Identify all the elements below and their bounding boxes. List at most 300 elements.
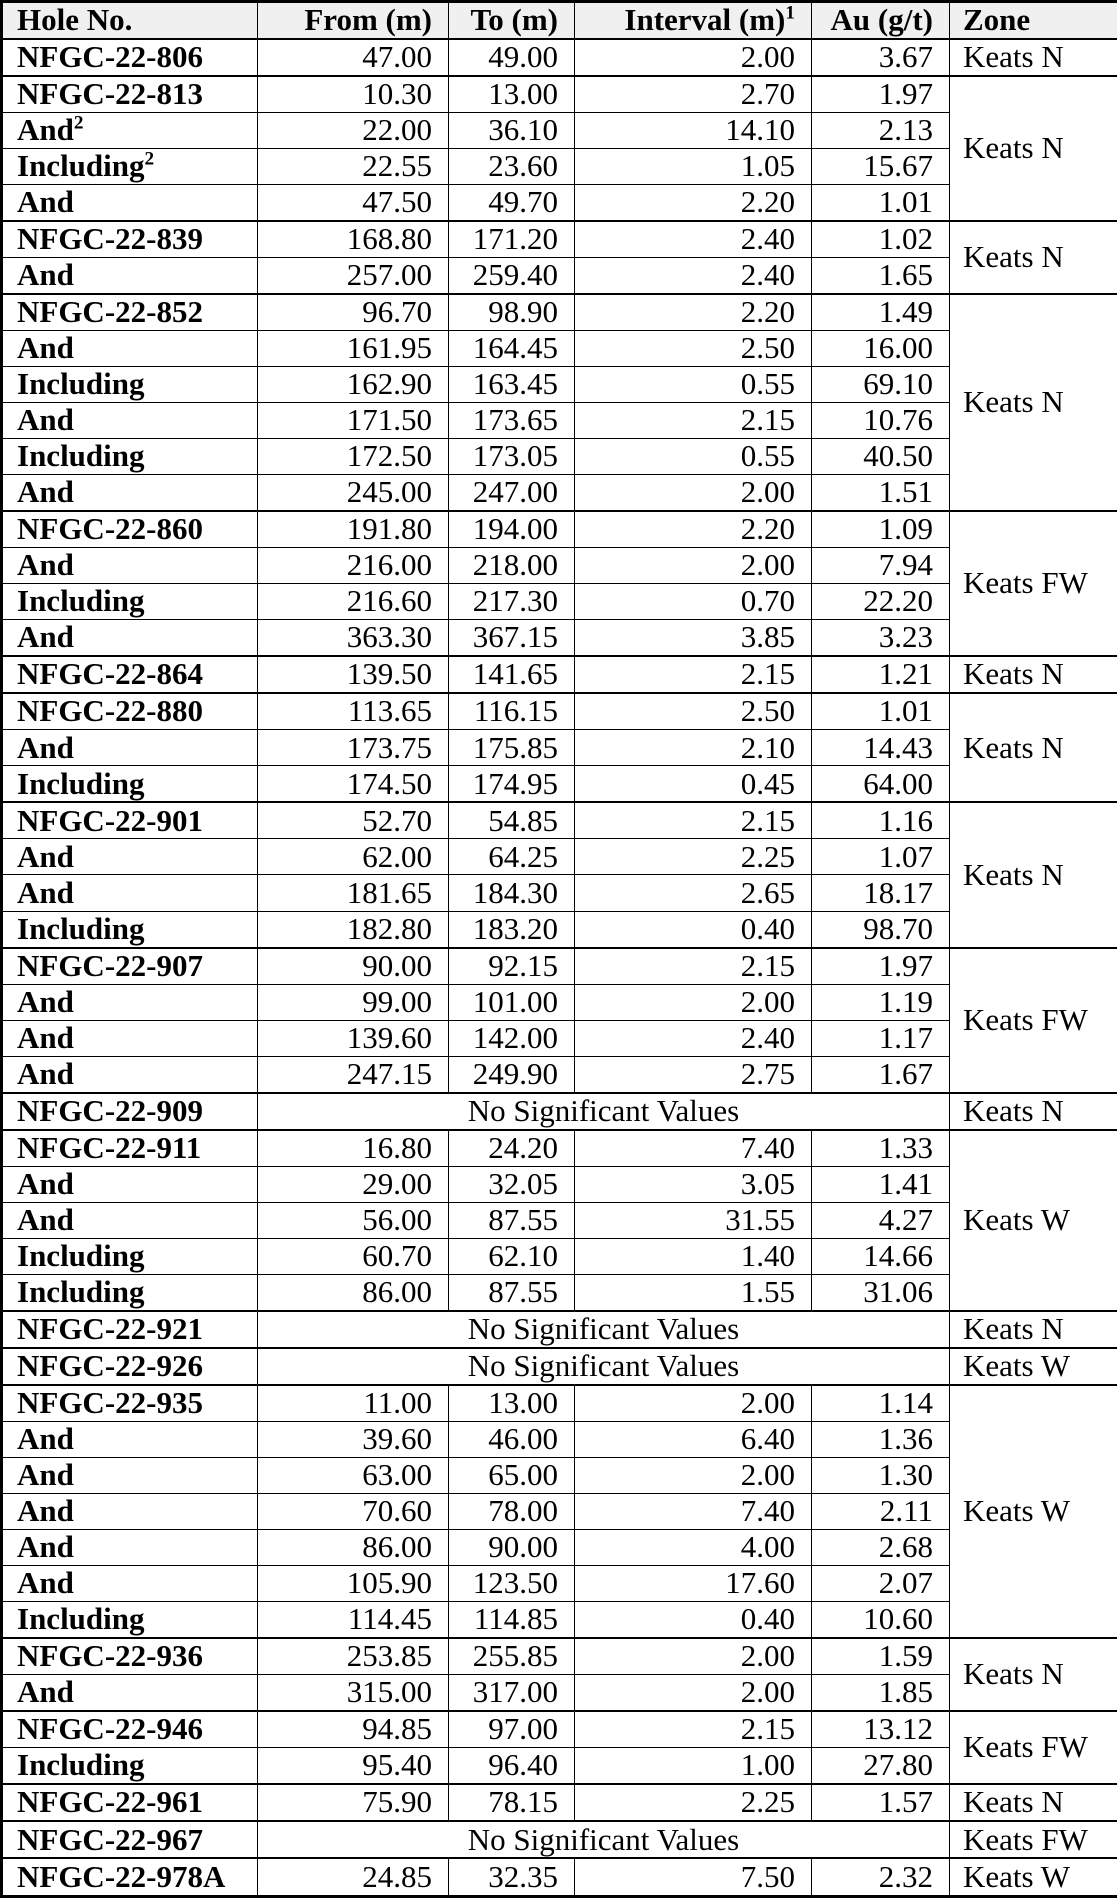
hole-label-cell	[2, 1530, 258, 1566]
hole-label-cell	[2, 839, 258, 875]
zone-cell: Keats W	[950, 1858, 1117, 1896]
hole-label: NFGC-22-806	[17, 38, 203, 74]
hole-label: And	[17, 619, 74, 655]
hole-label-cell	[2, 1020, 258, 1056]
au-cell: 13.12	[812, 1711, 950, 1748]
hole-label: And	[17, 1020, 74, 1055]
to-cell: 194.00	[449, 511, 575, 548]
hole-label: And	[17, 838, 74, 874]
hole-label-cell	[2, 548, 258, 584]
interval-cell: 1.40	[575, 1238, 812, 1274]
hole-label: And	[17, 1421, 74, 1457]
to-cell: 62.10	[449, 1238, 575, 1274]
zone-cell: Keats N	[950, 1093, 1117, 1130]
interval-cell: 6.40	[575, 1421, 812, 1457]
au-cell: 27.80	[812, 1748, 950, 1785]
interval-cell: 0.55	[575, 367, 812, 403]
hole-label-cell	[2, 39, 258, 76]
interval-cell: 3.85	[575, 620, 812, 657]
from-cell: 257.00	[258, 257, 449, 294]
hole-label: And	[17, 1529, 74, 1565]
to-cell: 164.45	[449, 330, 575, 366]
zone-cell: Keats N	[950, 656, 1117, 693]
interval-cell: 2.50	[575, 330, 812, 366]
column-header-from	[258, 2, 449, 39]
interval-cell: 7.40	[575, 1494, 812, 1530]
hole-label: NFGC-22-921	[17, 1311, 203, 1347]
hole-label: Including	[17, 765, 145, 801]
au-cell: 1.85	[812, 1675, 950, 1712]
hole-label-cell	[2, 1638, 258, 1675]
from-cell: 10.30	[258, 76, 449, 113]
interval-cell: 2.50	[575, 693, 812, 730]
zone-cell: Keats W	[950, 1130, 1117, 1311]
hole-label: And	[17, 1056, 74, 1091]
table-row	[2, 39, 1117, 76]
hole-label: NFGC-22-907	[17, 947, 203, 983]
column-header-label: From (m)	[304, 2, 432, 37]
interval-cell: 7.40	[575, 1130, 812, 1167]
au-cell: 1.01	[812, 184, 950, 221]
from-cell: 171.50	[258, 403, 449, 439]
interval-cell: 4.00	[575, 1530, 812, 1566]
hole-label: And	[17, 1565, 74, 1601]
hole-label: And	[17, 1166, 74, 1201]
to-cell: 13.00	[449, 76, 575, 113]
from-cell: 181.65	[258, 875, 449, 911]
interval-cell: 0.40	[575, 1602, 812, 1639]
interval-cell: 0.45	[575, 766, 812, 803]
from-cell: 56.00	[258, 1202, 449, 1238]
from-cell: 172.50	[258, 439, 449, 475]
hole-label-cell	[2, 1166, 258, 1202]
hole-label-cell	[2, 802, 258, 839]
hole-label-cell	[2, 1311, 258, 1348]
table-row	[2, 1385, 1117, 1422]
interval-cell: 17.60	[575, 1566, 812, 1602]
au-cell: 14.43	[812, 730, 950, 766]
from-cell: 253.85	[258, 1638, 449, 1675]
au-cell: 16.00	[812, 330, 950, 366]
table-row	[2, 1858, 1117, 1896]
interval-cell: 0.55	[575, 439, 812, 475]
hole-label: NFGC-22-936	[17, 1638, 203, 1674]
to-cell: 49.70	[449, 184, 575, 221]
zone-cell: Keats N	[950, 221, 1117, 294]
hole-label: Including	[17, 148, 145, 183]
hole-label: Including	[17, 366, 145, 402]
to-cell: 247.00	[449, 475, 575, 512]
from-cell: 75.90	[258, 1784, 449, 1821]
hole-label-cell	[2, 1385, 258, 1422]
interval-cell: 2.15	[575, 948, 812, 985]
interval-cell: 2.70	[575, 76, 812, 113]
au-cell: 40.50	[812, 439, 950, 475]
to-cell: 87.55	[449, 1274, 575, 1311]
au-cell: 3.67	[812, 39, 950, 76]
hole-label: NFGC-22-839	[17, 221, 203, 257]
table-header	[2, 2, 1117, 39]
from-cell: 191.80	[258, 511, 449, 548]
to-cell: 217.30	[449, 584, 575, 620]
from-cell: 47.50	[258, 184, 449, 221]
from-cell: 16.80	[258, 1130, 449, 1167]
au-cell: 10.76	[812, 403, 950, 439]
hole-label-cell	[2, 511, 258, 548]
au-cell: 1.33	[812, 1130, 950, 1167]
hole-label: NFGC-22-935	[17, 1385, 203, 1421]
from-cell: 86.00	[258, 1530, 449, 1566]
interval-cell: 2.00	[575, 1675, 812, 1712]
hole-label: And	[17, 1457, 74, 1493]
from-cell: 70.60	[258, 1494, 449, 1530]
zone-cell: Keats FW	[950, 511, 1117, 656]
column-header-hole-no	[2, 2, 258, 39]
from-cell: 216.00	[258, 548, 449, 584]
hole-label-cell	[2, 257, 258, 294]
hole-label-cell	[2, 403, 258, 439]
table-row	[2, 1784, 1117, 1821]
from-cell: 168.80	[258, 221, 449, 258]
au-cell: 69.10	[812, 367, 950, 403]
hole-label: NFGC-22-860	[17, 511, 203, 547]
from-cell: 173.75	[258, 730, 449, 766]
au-cell: 2.07	[812, 1566, 950, 1602]
from-cell: 114.45	[258, 1602, 449, 1639]
interval-cell: 1.00	[575, 1748, 812, 1785]
to-cell: 116.15	[449, 693, 575, 730]
au-cell: 1.59	[812, 1638, 950, 1675]
hole-label: And	[17, 474, 74, 510]
au-cell: 1.30	[812, 1458, 950, 1494]
hole-label: Including	[17, 583, 145, 619]
hole-label: NFGC-22-880	[17, 693, 203, 729]
hole-label: NFGC-22-813	[17, 75, 203, 111]
to-cell: 317.00	[449, 1675, 575, 1712]
hole-label-cell	[2, 1566, 258, 1602]
table-row	[2, 1130, 1117, 1167]
no-significant-values-cell: No Significant Values	[258, 1093, 950, 1130]
interval-cell: 3.05	[575, 1166, 812, 1202]
to-cell: 142.00	[449, 1020, 575, 1056]
au-cell: 1.16	[812, 802, 950, 839]
to-cell: 32.05	[449, 1166, 575, 1202]
to-cell: 367.15	[449, 620, 575, 657]
au-cell: 1.09	[812, 511, 950, 548]
from-cell: 29.00	[258, 1166, 449, 1202]
from-cell: 63.00	[258, 1458, 449, 1494]
hole-label: And	[17, 547, 74, 583]
interval-cell: 1.55	[575, 1274, 812, 1311]
interval-cell: 0.40	[575, 911, 812, 948]
from-cell: 315.00	[258, 1675, 449, 1712]
from-cell: 86.00	[258, 1274, 449, 1311]
to-cell: 49.00	[449, 39, 575, 76]
to-cell: 92.15	[449, 948, 575, 985]
from-cell: 96.70	[258, 294, 449, 331]
from-cell: 105.90	[258, 1566, 449, 1602]
interval-cell: 2.10	[575, 730, 812, 766]
to-cell: 23.60	[449, 148, 575, 184]
interval-cell: 1.05	[575, 148, 812, 184]
table-row	[2, 1711, 1117, 1748]
to-cell: 13.00	[449, 1385, 575, 1422]
to-cell: 97.00	[449, 1711, 575, 1748]
hole-label-cell	[2, 948, 258, 985]
interval-cell: 2.15	[575, 656, 812, 693]
column-header-to	[449, 2, 575, 39]
hole-label: And	[17, 257, 74, 293]
zone-cell: Keats N	[950, 1311, 1117, 1348]
au-cell: 2.13	[812, 112, 950, 148]
hole-label-cell	[2, 475, 258, 512]
table-row	[2, 1311, 1117, 1348]
interval-cell: 2.00	[575, 548, 812, 584]
zone-cell: Keats N	[950, 1638, 1117, 1711]
au-cell: 1.41	[812, 1166, 950, 1202]
to-cell: 259.40	[449, 257, 575, 294]
hole-label-cell	[2, 1784, 258, 1821]
zone-cell: Keats N	[950, 76, 1117, 221]
from-cell: 94.85	[258, 1711, 449, 1748]
hole-label-cell	[2, 1238, 258, 1274]
column-header-superscript: 1	[785, 2, 795, 24]
from-cell: 363.30	[258, 620, 449, 657]
interval-cell: 2.00	[575, 1638, 812, 1675]
au-cell: 14.66	[812, 1238, 950, 1274]
zone-cell: Keats W	[950, 1348, 1117, 1385]
table-row	[2, 693, 1117, 730]
au-cell: 1.07	[812, 839, 950, 875]
table-row	[2, 802, 1117, 839]
interval-cell: 2.20	[575, 184, 812, 221]
table-row	[2, 1348, 1117, 1385]
hole-label: Including	[17, 1238, 145, 1273]
hole-label-cell	[2, 1675, 258, 1712]
to-cell: 98.90	[449, 294, 575, 331]
hole-label: NFGC-22-926	[17, 1348, 203, 1384]
hole-label-cell	[2, 1130, 258, 1167]
hole-label-superscript: 2	[144, 148, 155, 170]
zone-cell: Keats W	[950, 1385, 1117, 1638]
column-header-label: To (m)	[470, 2, 558, 37]
from-cell: 113.65	[258, 693, 449, 730]
hole-label: And	[17, 1202, 74, 1237]
interval-cell: 2.75	[575, 1056, 812, 1093]
au-cell: 15.67	[812, 148, 950, 184]
to-cell: 183.20	[449, 911, 575, 948]
au-cell: 1.36	[812, 1421, 950, 1457]
hole-label: And	[17, 874, 74, 910]
from-cell: 11.00	[258, 1385, 449, 1422]
table-row	[2, 1821, 1117, 1858]
interval-cell: 2.00	[575, 1458, 812, 1494]
to-cell: 163.45	[449, 367, 575, 403]
to-cell: 141.65	[449, 656, 575, 693]
to-cell: 32.35	[449, 1858, 575, 1896]
to-cell: 46.00	[449, 1421, 575, 1457]
interval-cell: 31.55	[575, 1202, 812, 1238]
to-cell: 114.85	[449, 1602, 575, 1639]
hole-label: NFGC-22-967	[17, 1821, 203, 1857]
hole-label-superscript: 2	[73, 112, 84, 134]
au-cell: 1.49	[812, 294, 950, 331]
hole-label: And	[17, 330, 74, 366]
from-cell: 95.40	[258, 1748, 449, 1785]
table-row	[2, 221, 1117, 258]
hole-label: NFGC-22-961	[17, 1784, 203, 1820]
hole-label-cell	[2, 330, 258, 366]
hole-label: NFGC-22-909	[17, 1092, 203, 1128]
hole-label-cell	[2, 184, 258, 221]
hole-label-cell	[2, 1748, 258, 1785]
au-cell: 1.21	[812, 656, 950, 693]
table-row	[2, 656, 1117, 693]
au-cell: 98.70	[812, 911, 950, 948]
from-cell: 245.00	[258, 475, 449, 512]
to-cell: 218.00	[449, 548, 575, 584]
interval-cell: 2.20	[575, 294, 812, 331]
interval-cell: 2.15	[575, 403, 812, 439]
au-cell: 1.01	[812, 693, 950, 730]
hole-label-cell	[2, 875, 258, 911]
to-cell: 90.00	[449, 1530, 575, 1566]
au-cell: 1.51	[812, 475, 950, 512]
from-cell: 22.00	[258, 112, 449, 148]
hole-label-cell	[2, 1821, 258, 1858]
column-header-label: Zone	[963, 2, 1031, 37]
hole-label-cell	[2, 112, 258, 148]
hole-label-cell	[2, 76, 258, 113]
hole-label-cell	[2, 1421, 258, 1457]
column-header-au	[812, 2, 950, 39]
au-cell: 1.65	[812, 257, 950, 294]
au-cell: 1.02	[812, 221, 950, 258]
au-cell: 2.68	[812, 1530, 950, 1566]
column-header-label: Hole No.	[17, 2, 133, 37]
hole-label-cell	[2, 1348, 258, 1385]
table-body	[2, 39, 1117, 1897]
interval-cell: 2.00	[575, 475, 812, 512]
to-cell: 65.00	[449, 1458, 575, 1494]
hole-label: Including	[17, 1747, 145, 1783]
table-row	[2, 948, 1117, 985]
au-cell: 18.17	[812, 875, 950, 911]
zone-cell: Keats FW	[950, 1711, 1117, 1784]
table-row	[2, 1093, 1117, 1130]
hole-label-cell	[2, 367, 258, 403]
hole-label-cell	[2, 1602, 258, 1639]
hole-label-cell	[2, 984, 258, 1020]
hole-label-cell	[2, 1093, 258, 1130]
au-cell: 64.00	[812, 766, 950, 803]
from-cell: 216.60	[258, 584, 449, 620]
to-cell: 249.90	[449, 1056, 575, 1093]
au-cell: 2.11	[812, 1494, 950, 1530]
hole-label: And	[17, 184, 74, 220]
from-cell: 62.00	[258, 839, 449, 875]
column-header-label: Au (g/t)	[830, 2, 933, 37]
to-cell: 54.85	[449, 802, 575, 839]
hole-label-cell	[2, 656, 258, 693]
zone-cell: Keats N	[950, 693, 1117, 802]
from-cell: 139.60	[258, 1020, 449, 1056]
interval-cell: 2.65	[575, 875, 812, 911]
zone-cell: Keats N	[950, 294, 1117, 511]
to-cell: 78.00	[449, 1494, 575, 1530]
interval-cell: 2.40	[575, 1020, 812, 1056]
no-significant-values-cell: No Significant Values	[258, 1348, 950, 1385]
hole-label: NFGC-22-901	[17, 802, 203, 838]
au-cell: 22.20	[812, 584, 950, 620]
from-cell: 182.80	[258, 911, 449, 948]
no-significant-values-cell: No Significant Values	[258, 1821, 950, 1858]
to-cell: 171.20	[449, 221, 575, 258]
zone-cell: Keats N	[950, 802, 1117, 947]
from-cell: 52.70	[258, 802, 449, 839]
to-cell: 255.85	[449, 1638, 575, 1675]
from-cell: 162.90	[258, 367, 449, 403]
interval-cell: 2.00	[575, 39, 812, 76]
interval-cell: 0.70	[575, 584, 812, 620]
interval-cell: 2.00	[575, 1385, 812, 1422]
hole-label-cell	[2, 730, 258, 766]
hole-label-cell	[2, 221, 258, 258]
interval-cell: 7.50	[575, 1858, 812, 1896]
interval-cell: 2.15	[575, 1711, 812, 1748]
interval-cell: 14.10	[575, 112, 812, 148]
hole-label: And	[17, 984, 74, 1019]
hole-label: NFGC-22-978A	[17, 1858, 226, 1894]
table-row	[2, 76, 1117, 113]
to-cell: 78.15	[449, 1784, 575, 1821]
table-row	[2, 511, 1117, 548]
from-cell: 24.85	[258, 1858, 449, 1896]
hole-label-cell	[2, 693, 258, 730]
interval-cell: 2.25	[575, 839, 812, 875]
hole-label-cell	[2, 1274, 258, 1311]
au-cell: 1.97	[812, 948, 950, 985]
au-cell: 7.94	[812, 548, 950, 584]
hole-label: NFGC-22-911	[17, 1129, 202, 1165]
hole-label: And	[17, 402, 74, 438]
column-header-interval	[575, 2, 812, 39]
interval-cell: 2.40	[575, 257, 812, 294]
au-cell: 1.67	[812, 1056, 950, 1093]
hole-label-cell	[2, 439, 258, 475]
hole-label-cell	[2, 1858, 258, 1896]
au-cell: 1.97	[812, 76, 950, 113]
hole-label: NFGC-22-946	[17, 1711, 203, 1747]
to-cell: 87.55	[449, 1202, 575, 1238]
from-cell: 22.55	[258, 148, 449, 184]
hole-label: And	[17, 1493, 74, 1529]
au-cell: 2.32	[812, 1858, 950, 1896]
au-cell: 10.60	[812, 1602, 950, 1639]
zone-cell: Keats N	[950, 39, 1117, 76]
hole-label: NFGC-22-852	[17, 294, 203, 330]
hole-label: Including	[17, 1601, 145, 1637]
interval-cell: 2.15	[575, 802, 812, 839]
hole-label-cell	[2, 1458, 258, 1494]
au-cell: 3.23	[812, 620, 950, 657]
hole-label-cell	[2, 584, 258, 620]
hole-label-cell	[2, 620, 258, 657]
zone-cell: Keats FW	[950, 1821, 1117, 1858]
hole-label-cell	[2, 1711, 258, 1748]
from-cell: 174.50	[258, 766, 449, 803]
zone-cell: Keats N	[950, 1784, 1117, 1821]
